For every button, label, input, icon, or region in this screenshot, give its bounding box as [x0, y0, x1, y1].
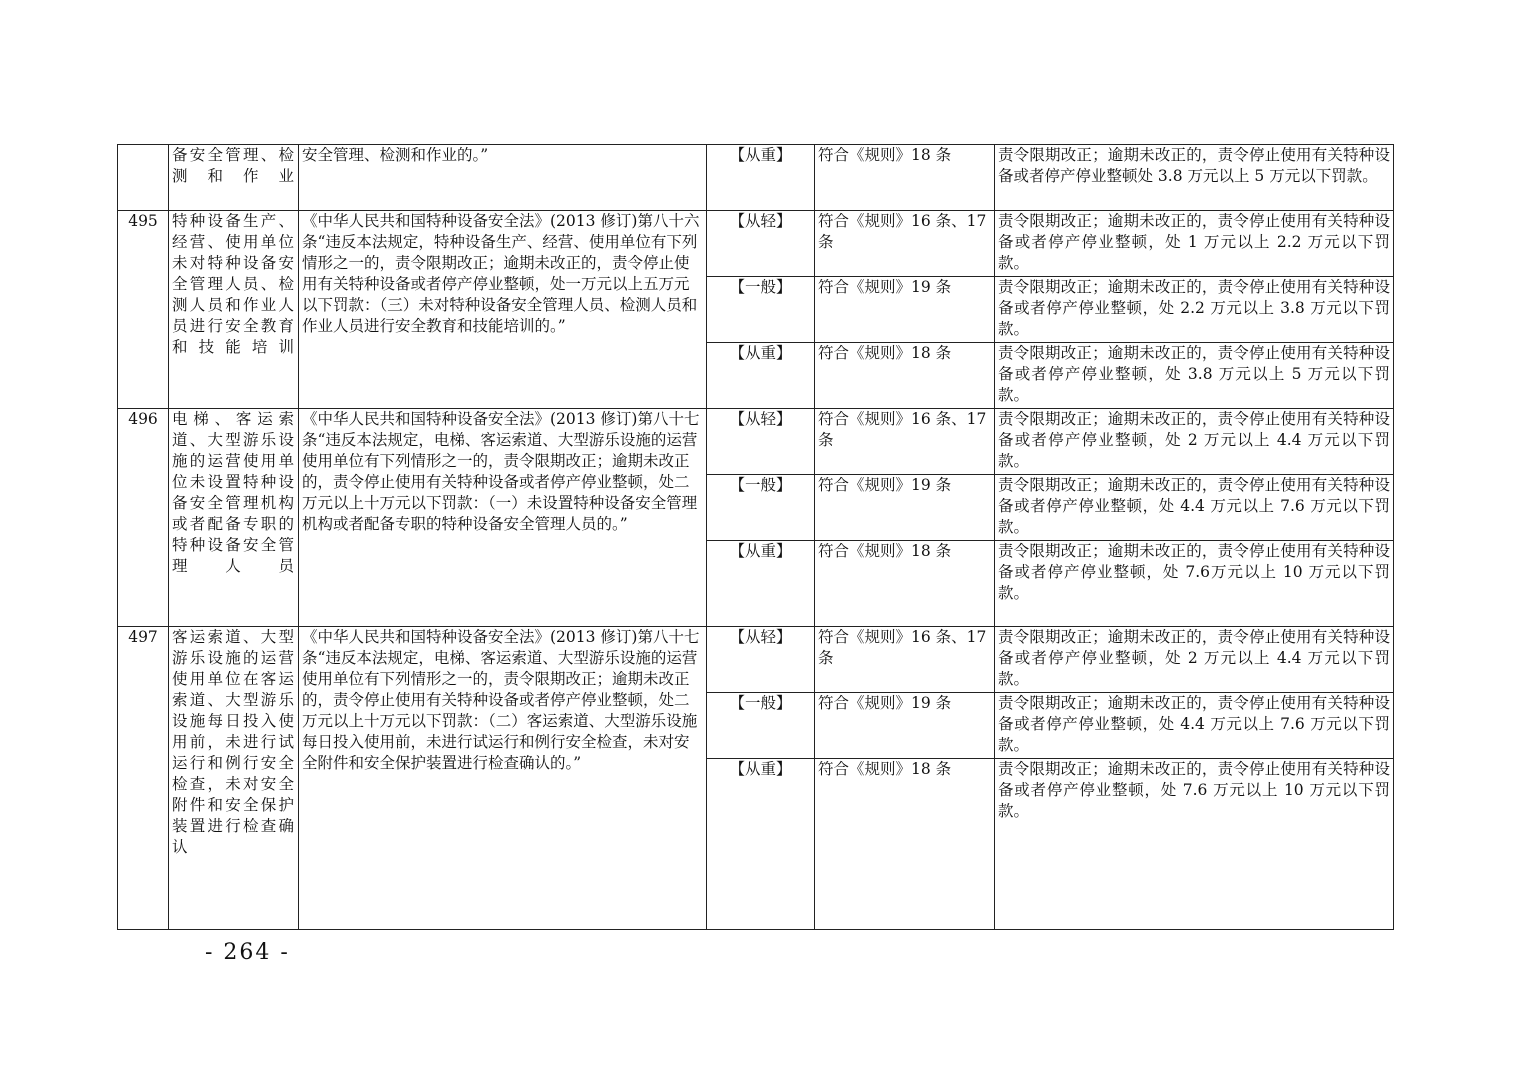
legal-basis: 《中华人民共和国特种设备安全法》(2013 修订)第八十七条“违反本法规定，电梯、客运索道、大型游乐设施的运营使用单位有下列情形之一的，责令限期改正；逾期未改正的，责令停止使用有关特种设备或者停产停业整顿，处二万元以上十万元以下罚款：（二）客运索道、大型游乐设施每日投入使用前，未进行试运行和例行安全检查，未对安全附件和安全保护装置进行检查确认的。”: [299, 627, 707, 930]
page-number: - 264 -: [205, 940, 290, 965]
item-number: [118, 145, 169, 211]
applicable-rule: 符合《规则》18 条: [815, 343, 995, 409]
penalty-standard: 责令限期改正；逾期未改正的，责令停止使用有关特种设备或者停产停业整顿，处 2 万元以上 4.4 万元以下罚款。: [995, 409, 1394, 475]
discretion-level: 【一般】: [707, 693, 815, 759]
penalty-standard: 责令限期改正；逾期未改正的，责令停止使用有关特种设备或者停产停业整顿，处 7.6万元以上 10 万元以下罚款。: [995, 541, 1394, 627]
penalty-standard: 责令限期改正；逾期未改正的，责令停止使用有关特种设备或者停产停业整顿，处 7.6 万元以上 10 万元以下罚款。: [995, 759, 1394, 930]
discretion-level: 【从轻】: [707, 211, 815, 277]
table-row: [118, 409, 1394, 475]
penalty-standard: 责令限期改正；逾期未改正的，责令停止使用有关特种设备或者停产停业整顿处 3.8 万元以上 5 万元以下罚款。: [995, 145, 1394, 211]
discretion-level: 【从重】: [707, 759, 815, 930]
legal-basis: 《中华人民共和国特种设备安全法》(2013 修订)第八十六条“违反本法规定，特种设备生产、经营、使用单位有下列情形之一的，责令限期改正；逾期未改正的，责令停止使用有关特种设备或者停产停业整顿，处一万元以上五万元以下罚款：（三）未对特种设备安全管理人员、检测人员和作业人员进行安全教育和技能培训的。”: [299, 211, 707, 409]
violation-name: 电梯、客运索道、大型游乐设施的运营使用单位未设置特种设备安全管理机构或者配备专职的特种设备安全管理人员: [169, 409, 299, 627]
discretion-level: 【从重】: [707, 343, 815, 409]
item-number: 495: [118, 211, 169, 409]
violation-name: 特种设备生产、经营、使用单位未对特种设备安全管理人员、检测人员和作业人员进行安全教育和技能培训: [169, 211, 299, 409]
discretion-level: 【从重】: [707, 541, 815, 627]
applicable-rule: 符合《规则》16 条、17 条: [815, 627, 995, 693]
applicable-rule: 符合《规则》18 条: [815, 541, 995, 627]
applicable-rule: 符合《规则》19 条: [815, 277, 995, 343]
penalty-standard: 责令限期改正；逾期未改正的，责令停止使用有关特种设备或者停产停业整顿，处 3.8 万元以上 5 万元以下罚款。: [995, 343, 1394, 409]
discretion-level: 【一般】: [707, 475, 815, 541]
table-row: [118, 145, 1394, 211]
table-row: [118, 211, 1394, 277]
legal-basis: 安全管理、检测和作业的。”: [299, 145, 707, 211]
penalty-standard: 责令限期改正；逾期未改正的，责令停止使用有关特种设备或者停产停业整顿，处 4.4 万元以上 7.6 万元以下罚款。: [995, 693, 1394, 759]
applicable-rule: 符合《规则》18 条: [815, 145, 995, 211]
violation-name: 客运索道、大型游乐设施的运营使用单位在客运索道、大型游乐设施每日投入使用前，未进行试运行和例行安全检查，未对安全附件和安全保护装置进行检查确认: [169, 627, 299, 930]
legal-basis: 《中华人民共和国特种设备安全法》(2013 修订)第八十七条“违反本法规定，电梯、客运索道、大型游乐设施的运营使用单位有下列情形之一的，责令限期改正；逾期未改正的，责令停止使用有关特种设备或者停产停业整顿，处二万元以上十万元以下罚款：（一）未设置特种设备安全管理机构或者配备专职的特种设备安全管理人员的。”: [299, 409, 707, 627]
applicable-rule: 符合《规则》19 条: [815, 475, 995, 541]
discretion-level: 【从轻】: [707, 409, 815, 475]
item-number: 497: [118, 627, 169, 930]
applicable-rule: 符合《规则》16 条、17 条: [815, 211, 995, 277]
penalty-standard: 责令限期改正；逾期未改正的，责令停止使用有关特种设备或者停产停业整顿，处 2 万元以上 4.4 万元以下罚款。: [995, 627, 1394, 693]
penalty-standard: 责令限期改正；逾期未改正的，责令停止使用有关特种设备或者停产停业整顿，处 1 万元以上 2.2 万元以下罚款。: [995, 211, 1394, 277]
discretion-level: 【从轻】: [707, 627, 815, 693]
table-row: [118, 627, 1394, 693]
item-number: 496: [118, 409, 169, 627]
applicable-rule: 符合《规则》18 条: [815, 759, 995, 930]
applicable-rule: 符合《规则》16 条、17 条: [815, 409, 995, 475]
discretion-level: 【一般】: [707, 277, 815, 343]
discretion-level: 【从重】: [707, 145, 815, 211]
violation-name: 备安全管理、检测和作业: [169, 145, 299, 211]
penalty-standard: 责令限期改正；逾期未改正的，责令停止使用有关特种设备或者停产停业整顿，处 2.2 万元以上 3.8 万元以下罚款。: [995, 277, 1394, 343]
penalty-standard: 责令限期改正；逾期未改正的，责令停止使用有关特种设备或者停产停业整顿，处 4.4 万元以上 7.6 万元以下罚款。: [995, 475, 1394, 541]
applicable-rule: 符合《规则》19 条: [815, 693, 995, 759]
penalty-table: [117, 144, 1394, 930]
